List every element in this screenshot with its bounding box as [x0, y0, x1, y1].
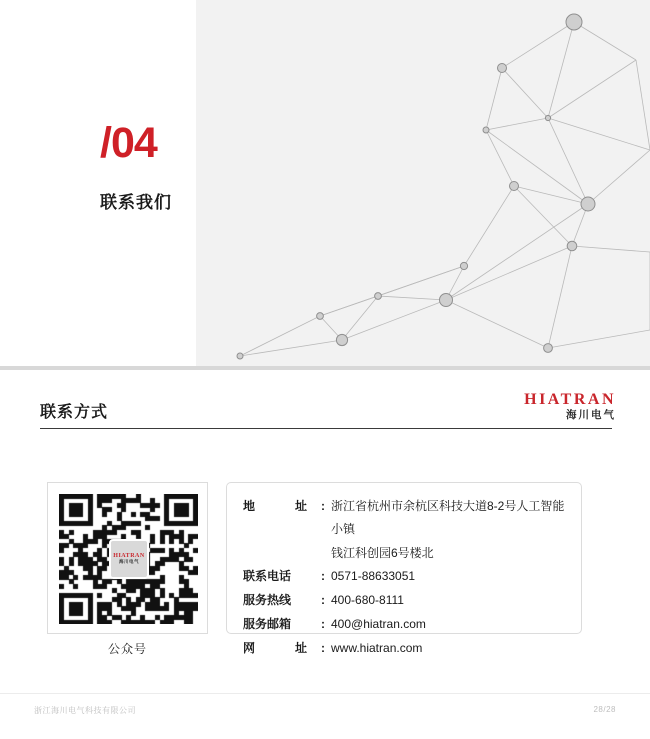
section-title: 联系我们: [100, 193, 172, 212]
qr-caption: 公众号: [107, 642, 147, 656]
qr-center-logo: [109, 539, 149, 579]
brand-logo: [524, 392, 616, 421]
contact-label-website: [243, 637, 321, 660]
contact-label-email: 服务邮箱: [243, 617, 292, 631]
footer-divider: [0, 693, 650, 694]
contact-label-address-b: 址: [294, 499, 307, 513]
network-graphic-panel: [196, 0, 650, 366]
contact-label-website-a: 网: [243, 641, 256, 655]
contact-label-address-a: 地: [243, 499, 256, 513]
section-number: /04: [100, 119, 157, 167]
contact-label-address: [243, 495, 321, 518]
contact-value-address-line2: 钱江科创园6号楼北: [331, 546, 434, 560]
contact-row-website: [243, 637, 565, 660]
contact-row-phone: [243, 565, 565, 588]
qr-code-card: [47, 482, 208, 634]
contact-value-email: 400@hiatran.com: [331, 617, 426, 631]
colon-email: :: [321, 617, 325, 631]
contact-value-website: www.hiatran.com: [331, 641, 423, 655]
brand-subtitle: 海川电气: [566, 409, 616, 421]
contact-value-hotline: 400-680-8111: [331, 593, 404, 607]
footer-company: 浙江海川电气科技有限公司: [34, 706, 136, 715]
contact-row-hotline: [243, 589, 565, 612]
header-divider: [40, 428, 612, 429]
page-title: 联系方式: [40, 404, 109, 421]
contact-label-hotline: 服务热线: [243, 593, 292, 607]
contact-label-website-b: 址: [294, 641, 307, 655]
contact-info-card: [226, 482, 582, 655]
qr-logo-name: HIATRAN: [113, 553, 145, 560]
colon-phone: :: [321, 569, 325, 583]
contact-label-phone: 联系电话: [243, 569, 292, 583]
section-divider-slide: [0, 0, 650, 366]
section-text-panel: [0, 0, 196, 366]
contact-value-address: 浙江省杭州市余杭区科技大道8-2号人工智能小镇: [331, 499, 565, 536]
contact-slide: [0, 370, 650, 739]
qr-code-image: [59, 494, 198, 624]
contact-row-address: [243, 495, 565, 541]
colon-hotline: :: [321, 593, 325, 607]
colon-website: :: [321, 641, 325, 655]
network-node-graphic: [196, 0, 650, 366]
colon-address: :: [321, 499, 325, 513]
footer-page-number: 28/28: [593, 705, 616, 714]
contact-value-phone: 0571-88633051: [331, 569, 416, 583]
brand-name: HIATRAN: [524, 391, 616, 408]
contact-row-email: [243, 613, 565, 636]
qr-logo-subtitle: 海川电气: [119, 558, 139, 564]
